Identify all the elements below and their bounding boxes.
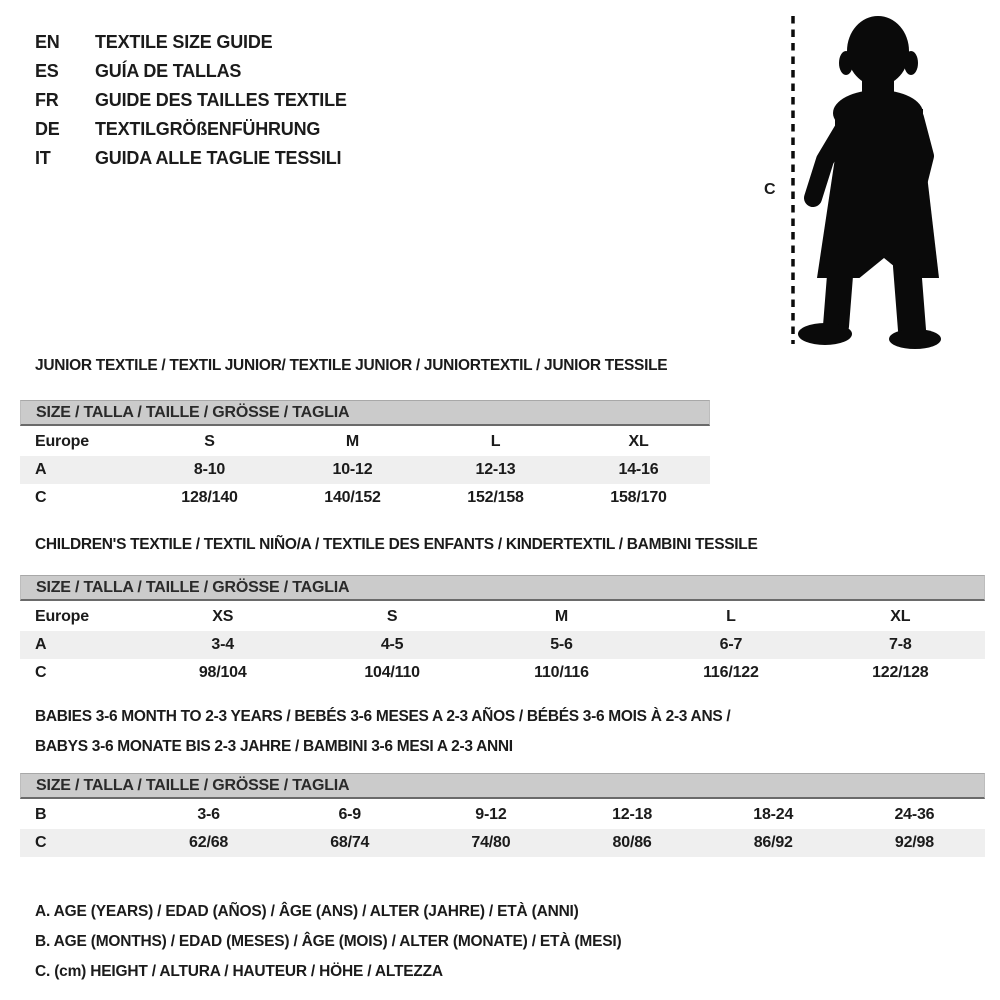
table-cell: M [345,433,360,450]
lang-title: TEXTILE SIZE GUIDE [95,32,273,52]
table-cell: L [726,608,736,625]
table-cell: XL [890,608,911,625]
row-label: Europe [35,608,89,625]
row-label: A [35,461,47,478]
lang-title: GUIDA ALLE TAGLIE TESSILI [95,148,342,168]
table-row-europe [20,428,710,456]
note-b: B. AGE (MONTHS) / EDAD (MESES) / ÂGE (MOIS) / ALTER (MONATE) / ETÀ (MESI) [35,933,622,950]
junior-size-table [20,428,710,512]
babies-size-header-bar: SIZE / TALLA / TAILLE / GRÖSSE / TAGLIA [20,773,985,799]
language-legend [35,28,347,173]
table-cell: 8-10 [193,461,226,478]
baby-silhouette-figure [755,8,965,353]
row-label: C [35,664,47,681]
table-cell: S [204,433,215,450]
table-cell: 24-36 [894,806,935,823]
lang-row-de [35,115,347,144]
table-cell: 68/74 [330,834,370,851]
table-cell: 18-24 [753,806,794,823]
lang-row-it [35,144,347,173]
lang-row-fr [35,86,347,115]
table-row-europe [20,603,985,631]
table-cell: 62/68 [189,834,229,851]
table-cell: 92/98 [894,834,934,851]
babies-size-table [20,801,985,857]
children-size-header-bar: SIZE / TALLA / TAILLE / GRÖSSE / TAGLIA [20,575,985,601]
table-row-age [20,631,985,659]
table-cell: L [490,433,501,450]
table-row-age-months [20,801,985,829]
note-c: C. (cm) HEIGHT / ALTURA / HAUTEUR / HÖHE / ALTEZZA [35,963,443,980]
table-cell: 116/122 [703,664,759,681]
table-row-height [20,484,710,512]
height-measure-label: C [764,181,776,198]
table-cell: 9-12 [475,806,507,823]
table-cell: 122/128 [872,664,929,681]
lang-code: ES [35,61,59,81]
lang-code: EN [35,32,60,52]
table-row-height [20,829,985,857]
row-label: Europe [35,433,89,450]
table-cell: 110/116 [534,664,589,681]
table-cell: 128/140 [181,489,238,506]
table-cell: 3-4 [211,636,234,653]
babies-section-title [35,702,730,762]
table-cell: 12-18 [612,806,653,823]
table-cell: M [554,608,569,625]
table-cell: 152/158 [467,489,524,506]
lang-code: FR [35,90,59,110]
table-cell: 10-12 [332,461,373,478]
table-cell: 140/152 [324,489,381,506]
row-label: B [35,806,47,823]
lang-row-en [35,28,347,57]
children-size-table [20,603,985,687]
table-cell: 4-5 [380,636,404,653]
babies-title-line1: BABIES 3-6 MONTH TO 2-3 YEARS / BEBÉS 3-6 MESES A 2-3 AÑOS / BÉBÉS 3-6 MOIS À 2-3 ANS / [35,708,731,725]
row-label: C [35,834,47,851]
table-cell: 86/92 [753,834,793,851]
table-cell: 74/80 [471,834,511,851]
table-cell: 104/110 [364,664,420,681]
table-cell: 5-6 [550,636,573,653]
babies-title-line2: BABYS 3-6 MONATE BIS 2-3 JAHRE / BAMBINI 3-6 MESI A 2-3 ANNI [35,738,513,755]
table-row-height [20,659,985,687]
lang-code: DE [35,119,60,139]
table-cell: 3-6 [197,806,220,823]
lang-row-es [35,57,347,86]
table-cell: 6-7 [719,636,743,653]
table-row-age [20,456,710,484]
table-cell: XS [212,608,234,625]
row-label: C [35,489,47,506]
table-cell: 98/104 [198,664,247,681]
table-cell: 7-8 [889,636,912,653]
table-cell: 80/86 [612,834,652,851]
lang-title: TEXTILGRÖßENFÜHRUNG [95,119,321,139]
legend-notes [35,897,621,987]
children-section-title: CHILDREN'S TEXTILE / TEXTIL NIÑO/A / TEXTILE DES ENFANTS / KINDERTEXTIL / BAMBINI TESSILE [35,536,758,553]
table-cell: S [386,608,398,625]
table-cell: 158/170 [610,489,667,506]
lang-title: GUÍA DE TALLAS [95,61,242,81]
row-label: A [35,636,47,653]
lang-code: IT [35,148,51,168]
table-cell: 12-13 [475,461,516,478]
junior-section-title: JUNIOR TEXTILE / TEXTIL JUNIOR/ TEXTILE JUNIOR / JUNIORTEXTIL / JUNIOR TESSILE [35,357,668,374]
lang-title: GUIDE DES TAILLES TEXTILE [95,90,347,110]
note-a: A. AGE (YEARS) / EDAD (AÑOS) / ÂGE (ANS) / ALTER (JAHRE) / ETÀ (ANNI) [35,903,579,920]
table-cell: 6-9 [338,806,361,823]
table-cell: XL [628,433,649,450]
junior-size-header-bar: SIZE / TALLA / TAILLE / GRÖSSE / TAGLIA [20,400,710,426]
table-cell: 14-16 [618,461,659,478]
baby-silhouette [798,16,941,349]
